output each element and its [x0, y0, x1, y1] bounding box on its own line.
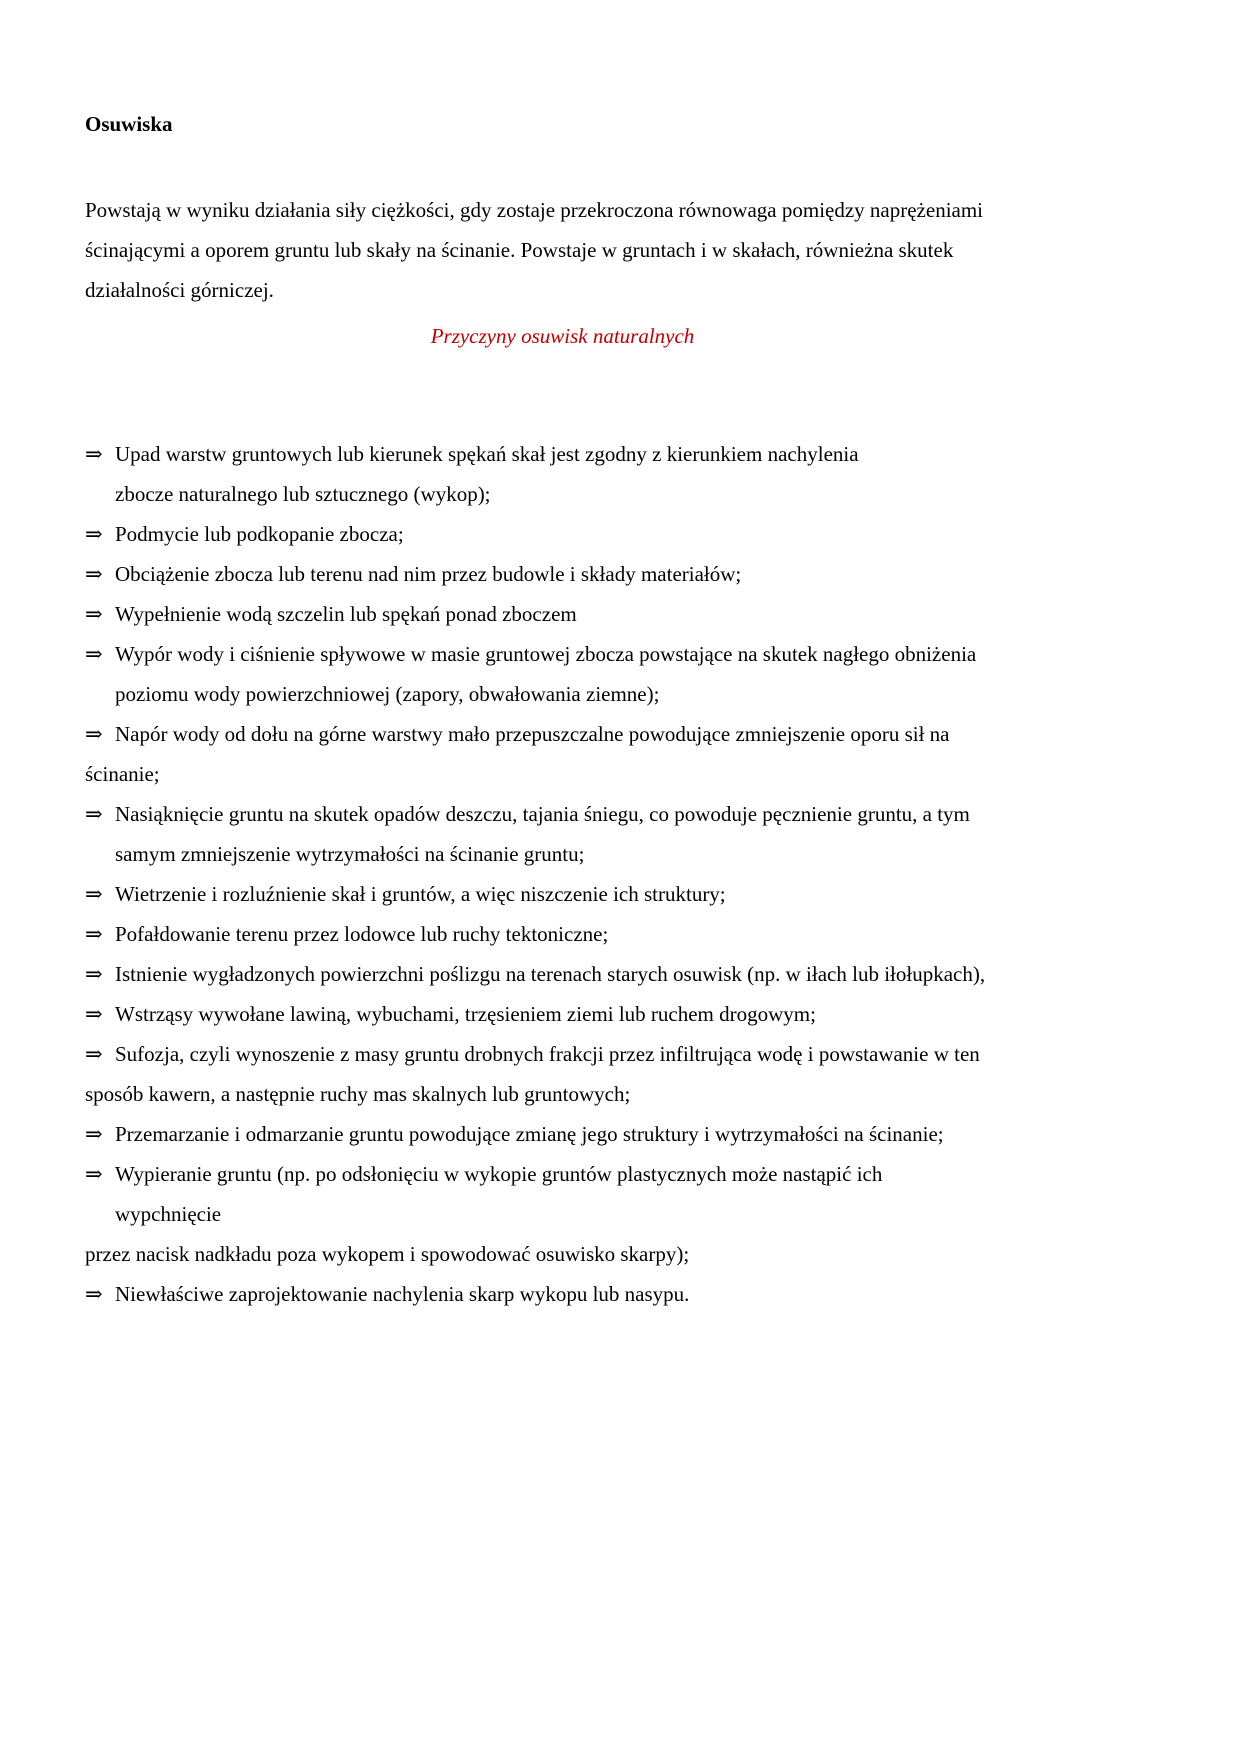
- list-item-continuation: samym zmniejszenie wytrzymałości na ścinanie gruntu;: [115, 842, 585, 866]
- list-item-text: Wypór wody i ciśnienie spływowe w masie gruntowej zbocza powstające na skutek nagłego obniżenia poziomu wody powierzchniowej (zapory, obwałowania ziemne);: [115, 634, 1040, 714]
- list-item-continuation: wypchnięcie: [115, 1202, 222, 1226]
- list-item: [85, 1274, 1040, 1314]
- list-item: [85, 914, 1040, 954]
- list-item: [85, 874, 1040, 914]
- list-item-text: Napór wody od dołu na górne warstwy mało przepuszczalne powodujące zmniejszenie oporu sił na: [115, 722, 950, 746]
- list-item-text: Niewłaściwe zaprojektowanie nachylenia skarp wykopu lub nasypu.: [115, 1282, 690, 1306]
- list-item: [85, 1034, 1040, 1114]
- arrow-bullet-icon: ⇒: [85, 562, 103, 586]
- list-item: [85, 954, 1040, 994]
- list-item-continuation: poziomu wody powierzchniowej (zapory, obwałowania ziemne);: [115, 682, 660, 706]
- list-item-text: Nasiąknięcie gruntu na skutek opadów deszczu, tajania śniegu, co powoduje pęcznienie gruntu, a tym samym zmniejszenie wytrzymałości na ścinanie gruntu;: [115, 794, 1040, 874]
- list-item-text: Upad warstw gruntowych lub kierunek spękań skał jest zgodny z kierunkiem nachylenia zbocze naturalnego lub sztucznego (wykop);: [115, 434, 1040, 514]
- list-item: [85, 714, 1040, 794]
- arrow-bullet-icon: ⇒: [85, 1002, 103, 1026]
- list-item-text: Pofałdowanie terenu przez lodowce lub ruchy tektoniczne;: [115, 922, 609, 946]
- arrow-bullet-icon: ⇒: [85, 882, 103, 906]
- list-item-continuation: ścinanie;: [85, 762, 160, 786]
- list-item-text: Podmycie lub podkopanie zbocza;: [115, 522, 404, 546]
- arrow-bullet-icon: ⇒: [85, 522, 103, 546]
- list-item-text: Przemarzanie i odmarzanie gruntu powodujące zmianę jego struktury i wytrzymałości na ścinanie;: [115, 1122, 944, 1146]
- list-item: [85, 1114, 1040, 1154]
- causes-list: [85, 434, 1040, 1314]
- arrow-bullet-icon: ⇒: [85, 1162, 103, 1186]
- arrow-bullet-icon: ⇒: [85, 1122, 103, 1146]
- list-item: [85, 434, 1040, 514]
- list-item: [85, 1154, 1040, 1234]
- list-item-text: Wypieranie gruntu (np. po odsłonięciu w wykopie gruntów plastycznych może nastąpić ich wypchnięcie: [115, 1154, 1040, 1234]
- doc-title: Osuwiska: [85, 112, 173, 136]
- list-item: [85, 594, 1040, 634]
- arrow-bullet-icon: ⇒: [85, 962, 103, 986]
- arrow-bullet-icon: ⇒: [85, 1042, 103, 1066]
- list-item: [85, 514, 1040, 554]
- list-item-text: Istnienie wygładzonych powierzchni poślizgu na terenach starych osuwisk (np. w iłach lub iłołupkach),: [115, 962, 986, 986]
- list-item: [85, 554, 1040, 594]
- list-item-text: Wstrząsy wywołane lawiną, wybuchami, trzęsieniem ziemi lub ruchem drogowym;: [115, 1002, 816, 1026]
- list-item: [85, 994, 1040, 1034]
- arrow-bullet-icon: ⇒: [85, 922, 103, 946]
- list-item-text: Obciążenie zbocza lub terenu nad nim przez budowle i składy materiałów;: [115, 562, 742, 586]
- arrow-bullet-icon: ⇒: [85, 642, 103, 666]
- arrow-bullet-icon: ⇒: [85, 1282, 103, 1306]
- list-item-text: Wietrzenie i rozluźnienie skał i gruntów, a więc niszczenie ich struktury;: [115, 882, 726, 906]
- arrow-bullet-icon: ⇒: [85, 602, 103, 626]
- list-item-text: Sufozja, czyli wynoszenie z masy gruntu drobnych frakcji przez infiltrująca wodę i powstawanie w ten: [115, 1042, 980, 1066]
- section-heading: Przyczyny osuwisk naturalnych: [430, 324, 695, 348]
- list-item-continuation: sposób kawern, a następnie ruchy mas skalnych lub gruntowych;: [85, 1082, 631, 1106]
- list-continuation-line: przez nacisk nadkładu poza wykopem i spowodować osuwisko skarpy);: [85, 1242, 690, 1266]
- arrow-bullet-icon: ⇒: [85, 442, 103, 466]
- list-item-text: Wypełnienie wodą szczelin lub spękań ponad zboczem: [115, 602, 577, 626]
- intro-paragraph: Powstają w wyniku działania siły ciężkości, gdy zostaje przekroczona równowaga pomiędzy naprężeniami ścinającymi a oporem gruntu lub skały na ścinanie. Powstaje w gruntach i w skałach, równieżna skutek działalności górniczej.: [85, 198, 984, 302]
- arrow-bullet-icon: ⇒: [85, 802, 103, 826]
- arrow-bullet-icon: ⇒: [85, 722, 103, 746]
- list-item: [85, 634, 1040, 714]
- list-item: [85, 794, 1040, 874]
- list-item-continuation: zbocze naturalnego lub sztucznego (wykop);: [115, 482, 491, 506]
